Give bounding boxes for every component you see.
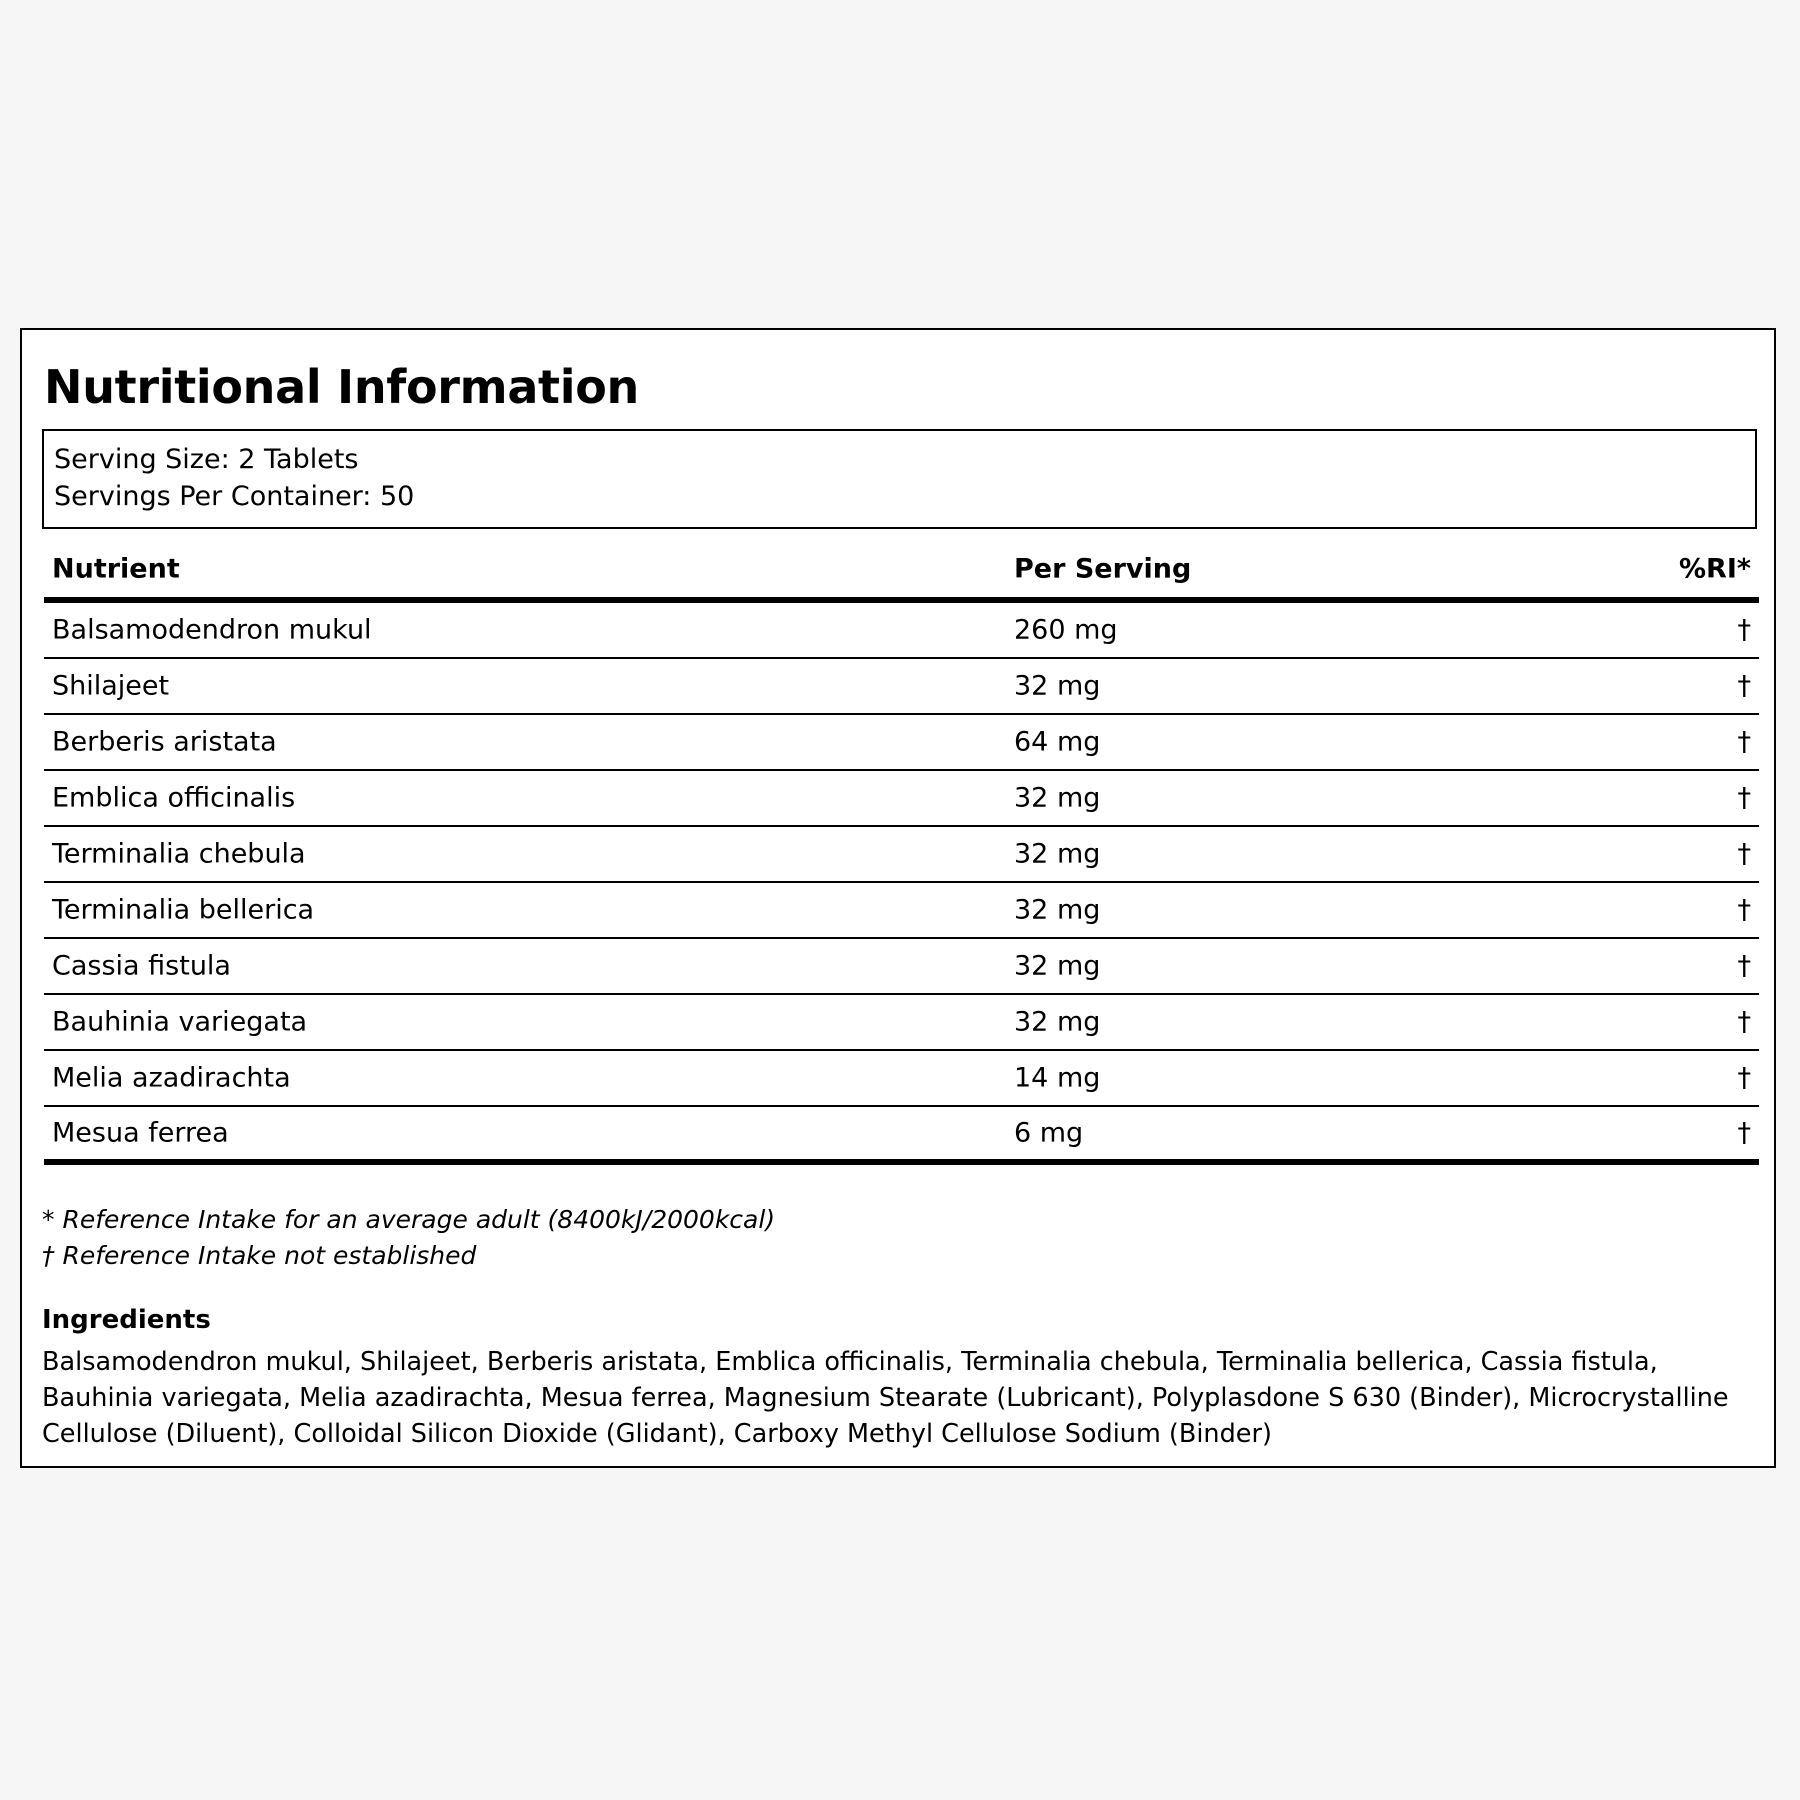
nutrient-ri: † bbox=[1737, 1006, 1751, 1038]
nutrient-name: Mesua ferrea bbox=[52, 1117, 229, 1149]
table-row bbox=[44, 883, 1759, 939]
nutrient-amount: 32 mg bbox=[1014, 838, 1101, 870]
nutrient-name: Berberis aristata bbox=[52, 726, 277, 758]
nutrient-name: Shilajeet bbox=[52, 670, 170, 702]
table-row bbox=[44, 659, 1759, 715]
nutrient-amount: 6 mg bbox=[1014, 1117, 1084, 1149]
table-row bbox=[44, 715, 1759, 771]
footnote-not-established: † Reference Intake not established bbox=[42, 1241, 477, 1270]
nutrient-ri: † bbox=[1737, 894, 1751, 926]
table-header bbox=[44, 545, 1759, 603]
header-per-serving: Per Serving bbox=[1014, 553, 1192, 585]
nutrient-name: Terminalia bellerica bbox=[52, 894, 315, 926]
nutrient-amount: 32 mg bbox=[1014, 950, 1101, 982]
nutrient-ri: † bbox=[1737, 670, 1751, 702]
servings-per-container: Servings Per Container: 50 bbox=[54, 481, 415, 512]
table-row bbox=[44, 827, 1759, 883]
nutrient-ri: † bbox=[1737, 782, 1751, 814]
nutrient-amount: 32 mg bbox=[1014, 670, 1101, 702]
nutrient-name: Emblica officinalis bbox=[52, 782, 296, 814]
nutrient-ri: † bbox=[1737, 726, 1751, 758]
header-nutrient: Nutrient bbox=[52, 553, 180, 585]
nutrient-name: Melia azadirachta bbox=[52, 1062, 291, 1094]
table-row bbox=[44, 603, 1759, 659]
nutrient-ri: † bbox=[1737, 838, 1751, 870]
table-row bbox=[44, 995, 1759, 1051]
nutrient-ri: † bbox=[1737, 950, 1751, 982]
nutrition-panel bbox=[20, 328, 1776, 1468]
nutrient-amount: 260 mg bbox=[1014, 614, 1118, 646]
nutrient-ri: † bbox=[1737, 1062, 1751, 1094]
table-row bbox=[44, 1051, 1759, 1107]
nutrient-name: Bauhinia variegata bbox=[52, 1006, 308, 1038]
nutrient-amount: 32 mg bbox=[1014, 782, 1101, 814]
nutrient-amount: 32 mg bbox=[1014, 1006, 1101, 1038]
nutrient-ri: † bbox=[1737, 614, 1751, 646]
footnotes bbox=[42, 1202, 775, 1274]
nutrient-amount: 64 mg bbox=[1014, 726, 1101, 758]
table-row bbox=[44, 1107, 1759, 1165]
nutrient-name: Terminalia chebula bbox=[52, 838, 306, 870]
nutrient-ri: † bbox=[1737, 1117, 1751, 1149]
page-title: Nutritional Information bbox=[44, 360, 639, 414]
table-row bbox=[44, 771, 1759, 827]
nutrient-name: Cassia fistula bbox=[52, 950, 231, 982]
ingredients-list: Balsamodendron mukul, Shilajeet, Berberis aristata, Emblica officinalis, Terminalia chebula, Terminalia bellerica, Cassia fistula, Bauhinia variegata, Melia azadirachta, Mesua ferrea, Magnesium Stearate (Lubricant), Polyplasdone S 630 (Binder), Microcrystalline Cellulose (Diluent), Colloidal Silicon Dioxide (Glidant), Carboxy Methyl Cellulose Sodium (Binder) bbox=[42, 1347, 1729, 1449]
ingredients-heading: Ingredients bbox=[42, 1305, 211, 1335]
nutrient-amount: 32 mg bbox=[1014, 894, 1101, 926]
nutrient-name: Balsamodendron mukul bbox=[52, 614, 372, 646]
footnote-reference-intake: * Reference Intake for an average adult (8400kJ/2000kcal) bbox=[42, 1205, 776, 1234]
nutrient-table bbox=[44, 545, 1759, 1165]
header-ri: %RI* bbox=[1678, 553, 1751, 585]
serving-info-box bbox=[42, 429, 1757, 529]
nutrient-amount: 14 mg bbox=[1014, 1062, 1101, 1094]
table-row bbox=[44, 939, 1759, 995]
serving-size: Serving Size: 2 Tablets bbox=[54, 444, 359, 475]
